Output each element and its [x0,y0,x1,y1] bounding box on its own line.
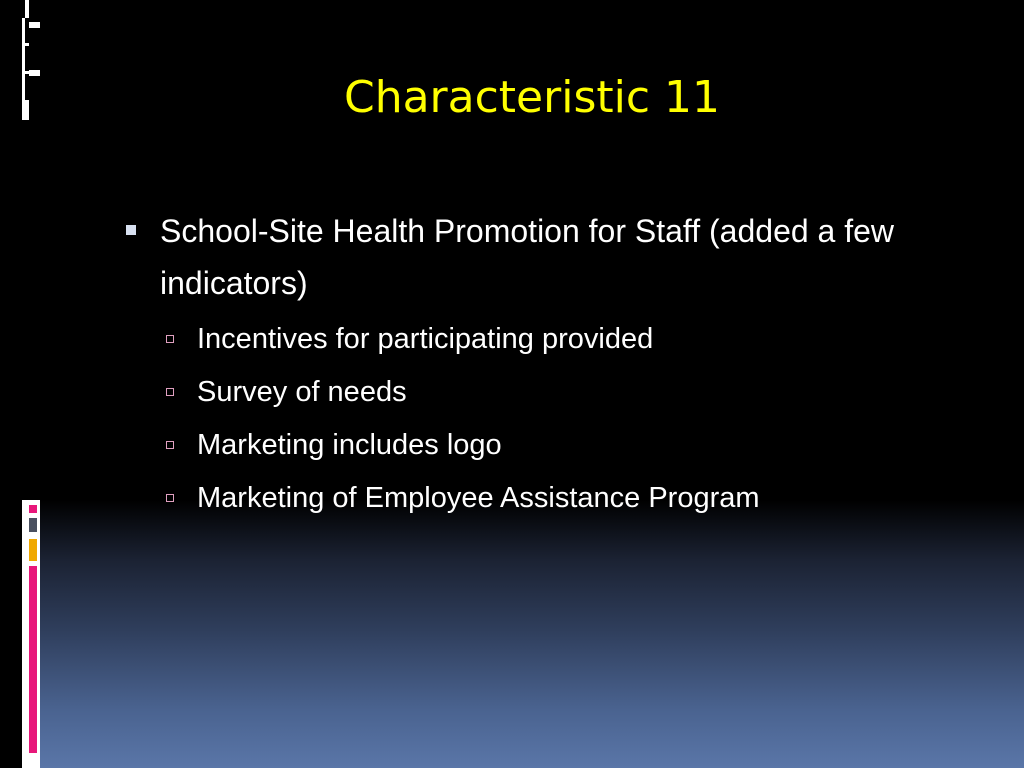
sub-bullet-item [122,419,1002,472]
accent-bar-pink-long [29,566,37,753]
bullet-item [122,205,1002,309]
sub-bullet-item [122,472,1002,525]
sub-bullet-list [122,313,1002,525]
accent-bar-gray [29,518,37,532]
slide-title: Characteristic 11 [343,72,721,123]
slide-body [122,205,1002,525]
sub-bullet-text: Survey of needs [197,376,407,408]
sub-bullet-text: Marketing includes logo [197,429,502,461]
sub-bullet-item [122,313,1002,366]
accent-bar-pink-small [29,505,37,513]
square-bullet-icon [126,225,136,235]
sub-bullet-item [122,366,1002,419]
bullet-text: School-Site Health Promotion for Staff (added a few indicators) [160,213,895,301]
hollow-square-bullet-icon [166,335,174,343]
sub-bullet-text: Marketing of Employee Assistance Program [197,482,760,514]
hollow-square-bullet-icon [166,494,174,502]
sub-bullet-text: Incentives for participating provided [197,323,654,355]
window-pane-decoration [0,0,40,768]
accent-bar-orange [29,539,37,561]
hollow-square-bullet-icon [166,441,174,449]
hollow-square-bullet-icon [166,388,174,396]
